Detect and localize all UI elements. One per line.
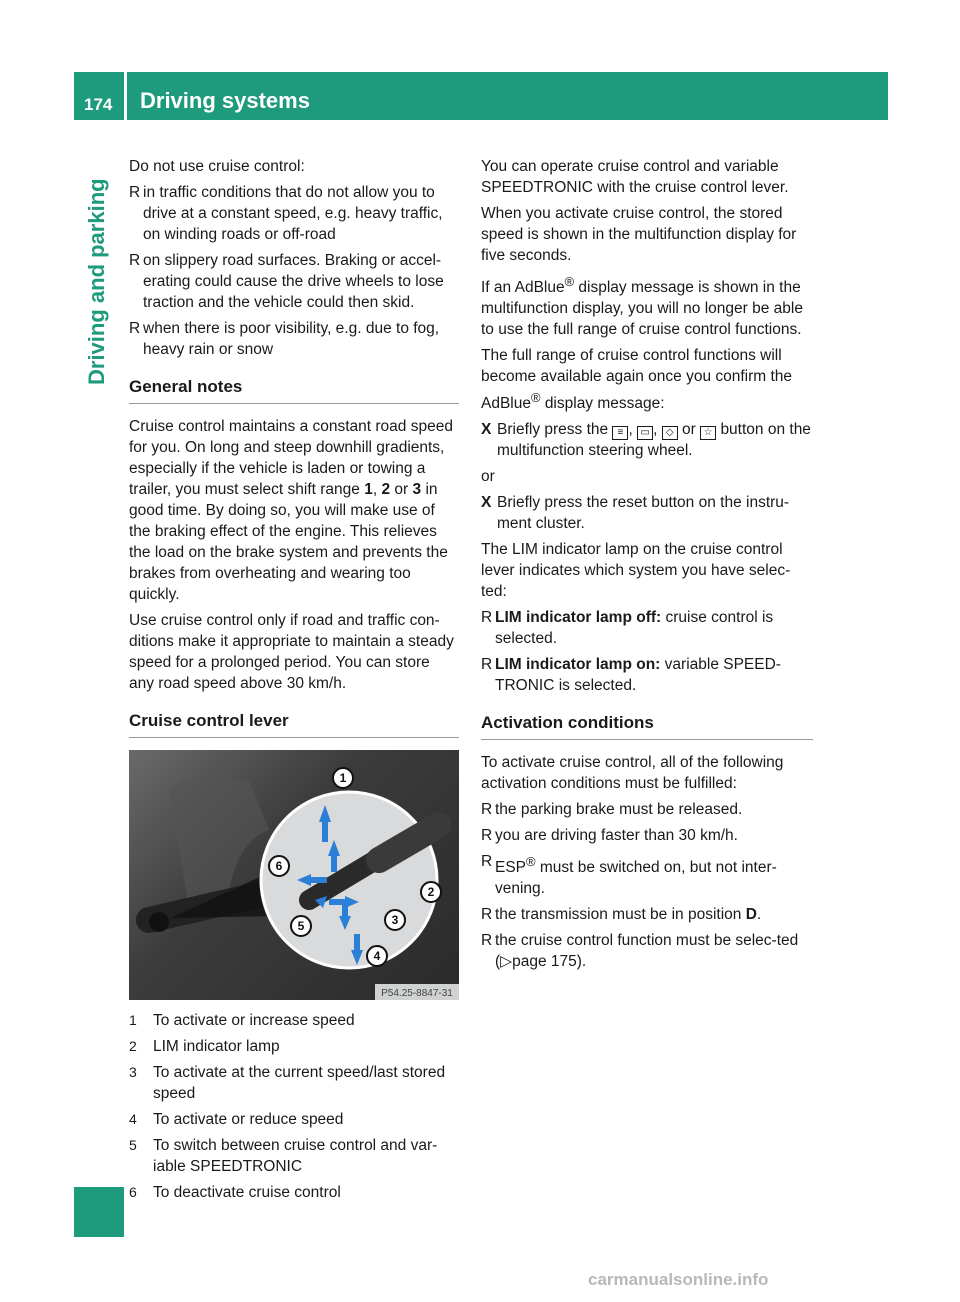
phone-button-icon: ◇ <box>662 426 678 440</box>
or-label: or <box>481 468 495 486</box>
svg-text:5: 5 <box>297 919 305 933</box>
general-notes-paragraph: Cruise control maintains a constant road speed for you. On long and steep downhill gradients, especially if the vehicle is laden or towing a trailer, you must select shift range 1, 2 or 3 in good time. By doing so, you will make use of the braking effect of the engine. This relieves the load on the brake system and prevents the brakes from overheating and wearing too quickly. <box>129 418 453 603</box>
list-item: R when there is poor visibility, e.g. due to fog, heavy rain or snow <box>129 320 440 358</box>
intro-text: Do not use cruise control: <box>129 158 305 175</box>
cruise-control-lever-figure <box>129 750 459 1000</box>
bullet-icon: R <box>129 320 141 337</box>
lever-illustration <box>129 750 459 1000</box>
display-up-button-icon: ▭ <box>637 426 653 440</box>
page-ref-arrow-icon: ▷ <box>500 953 513 971</box>
bullet-icon: R <box>481 827 493 845</box>
svg-text:6: 6 <box>275 859 283 873</box>
legend-number: 5 <box>129 1137 137 1153</box>
heading-cruise-control-lever: Cruise control lever <box>129 710 459 738</box>
list-item: R the parking brake must be released. <box>481 801 743 819</box>
legend-item: 4 To activate or reduce speed <box>129 1111 344 1128</box>
list-item: R on slippery road surfaces. Braking or accel-erating could cause the drive wheels to lose traction and the vehicle could then skid. <box>129 252 444 311</box>
list-item: R the cruise control function must be selec-ted (▷page 175). <box>481 932 799 971</box>
bullet-icon: R <box>129 252 141 269</box>
bullet-icon: R <box>481 932 493 950</box>
step-arrow-icon: X <box>481 421 492 439</box>
bullet-icon: R <box>481 853 493 871</box>
phone-end-button-icon: ☆ <box>700 426 716 440</box>
watermark: carmanualsonline.info <box>588 1270 769 1289</box>
svg-text:3: 3 <box>391 913 399 927</box>
paragraph: The full range of cruise control functions will become available again once you confirm the AdBlue® display message: <box>481 347 793 413</box>
section-title: Driving systems <box>140 88 310 113</box>
list-item: R in traffic conditions that do not allow you to drive at a constant speed, e.g. heavy traffic, on winding roads or off-road <box>129 184 443 243</box>
list-item: R LIM indicator lamp on: variable SPEED-TRONIC is selected. <box>481 656 781 695</box>
list-item: R ESP® must be switched on, but not inter-vening. <box>481 853 777 898</box>
paragraph: If an AdBlue® display message is shown in the multifunction display, you will no longer be able to use the full range of cruise control functions. <box>481 274 803 339</box>
legend-number: 3 <box>129 1064 137 1080</box>
header-divider <box>124 72 127 120</box>
paragraph: When you activate cruise control, the stored speed is shown in the multifunction display for five seconds. <box>481 205 797 264</box>
page-number: 174 <box>84 95 113 114</box>
side-tab-block <box>74 1187 124 1237</box>
legend-item: 3 To activate at the current speed/last stored speed <box>129 1064 446 1102</box>
legend-item: 5 To switch between cruise control and var-iable SPEEDTRONIC <box>129 1137 438 1175</box>
legend-number: 2 <box>129 1038 137 1054</box>
bullet-icon: R <box>481 906 493 924</box>
list-item: R you are driving faster than 30 km/h. <box>481 827 738 845</box>
side-tab-label: Driving and parking <box>84 178 109 385</box>
instruction-step: X Briefly press the reset button on the instru-ment cluster. <box>481 494 790 533</box>
instruction-step: X Briefly press the ≡ , ▭ , ◇ or ☆ button on the multifunction steering wheel. <box>481 421 811 460</box>
legend-number: 1 <box>129 1012 137 1028</box>
svg-text:1: 1 <box>339 771 347 785</box>
bullet-icon: R <box>129 184 141 201</box>
bullet-icon: R <box>481 656 493 674</box>
bullet-icon: R <box>481 801 493 819</box>
page-reference-link[interactable]: page 175). <box>512 953 587 971</box>
svg-text:2: 2 <box>427 885 435 899</box>
legend-item: 1 To activate or increase speed <box>129 1012 355 1029</box>
bullet-icon: R <box>481 609 493 627</box>
display-button-icon: ≡ <box>612 426 628 440</box>
paragraph: The LIM indicator lamp on the cruise control lever indicates which system you have selec-ted: <box>481 541 791 601</box>
legend-item: 6 To deactivate cruise control <box>129 1184 341 1201</box>
svg-text:4: 4 <box>373 949 381 963</box>
legend-number: 6 <box>129 1184 137 1200</box>
right-column <box>481 156 813 977</box>
step-arrow-icon: X <box>481 494 492 512</box>
legend-item: 2 LIM indicator lamp <box>129 1038 280 1055</box>
paragraph: To activate cruise control, all of the following activation conditions must be fulfilled: <box>481 754 784 793</box>
heading-activation-conditions: Activation conditions <box>481 712 813 740</box>
general-notes-paragraph-2: Use cruise control only if road and traffic con-ditions make it appropriate to maintain a steady speed for a prolonged period. You can store any road speed above 30 km/h. <box>129 612 454 692</box>
left-column <box>129 156 459 1208</box>
paragraph: You can operate cruise control and variable SPEEDTRONIC with the cruise control lever. <box>481 158 789 196</box>
list-item: R LIM indicator lamp off: cruise control is selected. <box>481 609 774 648</box>
list-item: R the transmission must be in position D. <box>481 906 762 924</box>
heading-general-notes: General notes <box>129 376 459 404</box>
legend-number: 4 <box>129 1111 137 1127</box>
figure-code: P54.25-8847-31 <box>381 988 453 999</box>
